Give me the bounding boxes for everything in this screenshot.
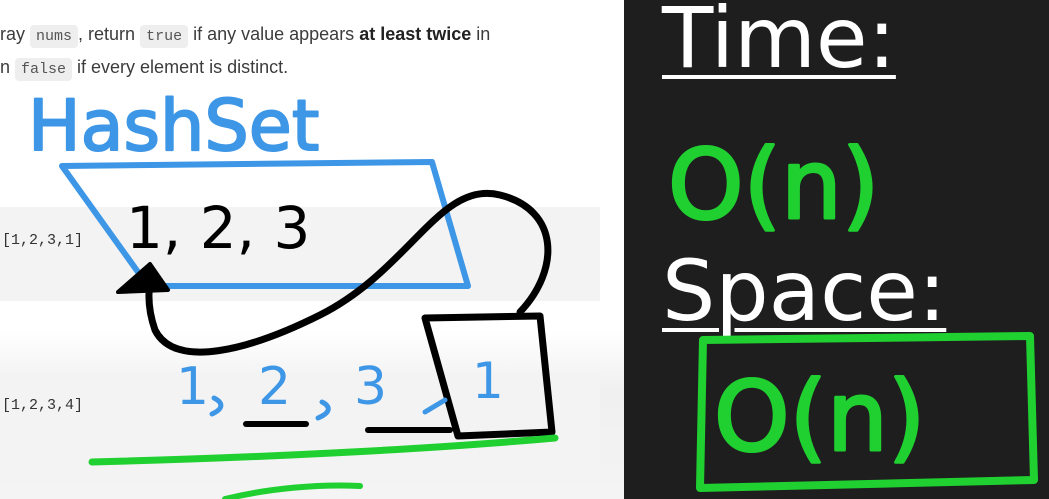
hashset-contents: 1, 2, 3 (126, 194, 311, 262)
emphasis-at-least-twice: at least twice (359, 24, 472, 44)
array-digit-2: 2 (258, 357, 292, 417)
array-digit-3: 3 (354, 357, 388, 417)
code-false: false (15, 58, 72, 81)
code-true: true (140, 25, 188, 48)
problem-statement-line-2: n false if every element is distinct. (0, 57, 288, 78)
time-label: Time: (662, 0, 896, 87)
array-digit-1: 1 (176, 357, 210, 417)
space-label: Space: (662, 242, 947, 340)
current-element-digit: 1 (472, 352, 504, 410)
code-nums: nums (30, 25, 78, 48)
space-complexity-value: O(n) (714, 361, 926, 473)
problem-statement-line-1: ray nums , return true if any value appears at least twice in (0, 24, 490, 45)
example-1-input: [1,2,3,1] (2, 232, 84, 249)
hashset-label: HashSet (28, 85, 320, 167)
example-2-input: [1,2,3,4] (2, 397, 84, 414)
time-complexity-value: O(n) (668, 129, 880, 241)
